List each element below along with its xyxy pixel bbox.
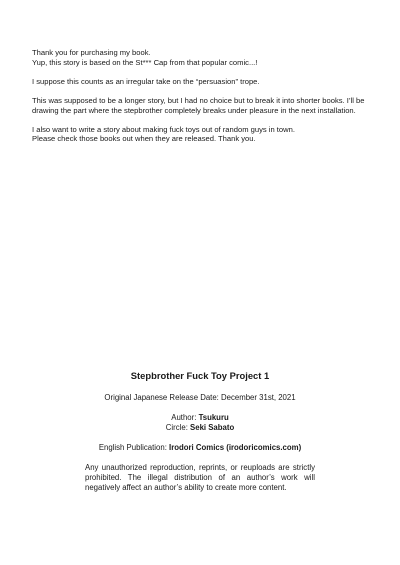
author-line (0, 413, 400, 423)
credits-section (0, 371, 400, 493)
copyright-notice: Any unauthorized reproduction, reprints, or reuploads are strictly prohibited. The illegal distribution of an author’s work will negatively affect an author’s ability to create more content. (85, 463, 315, 492)
afterword-paragraph-3: This was supposed to be a longer story, but I had no choice but to break it into shorter books. I’ll be drawing the part where the stepbrother completely breaks under pleasure in the next installation. (32, 95, 365, 115)
afterword-paragraph-4: I also want to write a story about making fuck toys out of random guys in town. Please check those books out when they are released. Thank you. (32, 124, 295, 144)
circle-line (0, 423, 400, 433)
publication-label: English Publication: (98, 443, 170, 452)
publication-line (0, 443, 400, 453)
afterword-paragraph-2: I suppose this counts as an irregular take on the “persuasion” trope. (32, 76, 260, 86)
book-title: Stepbrother Fuck Toy Project 1 (130, 370, 270, 381)
circle-name: Seki Sabato (190, 423, 235, 432)
author-label: Author: (171, 413, 199, 422)
author-name: Tsukuru (198, 413, 229, 422)
afterword-paragraph-1: Thank you for purchasing my book. Yup, this story is based on the St*** Cap from that popular comic...! (32, 48, 258, 67)
release-date: Original Japanese Release Date: December 31st, 2021 (104, 393, 296, 402)
publication-name: Irodori Comics (irodoricomics.com) (169, 443, 302, 452)
circle-label: Circle: (165, 423, 191, 432)
afterword-section (32, 48, 378, 154)
